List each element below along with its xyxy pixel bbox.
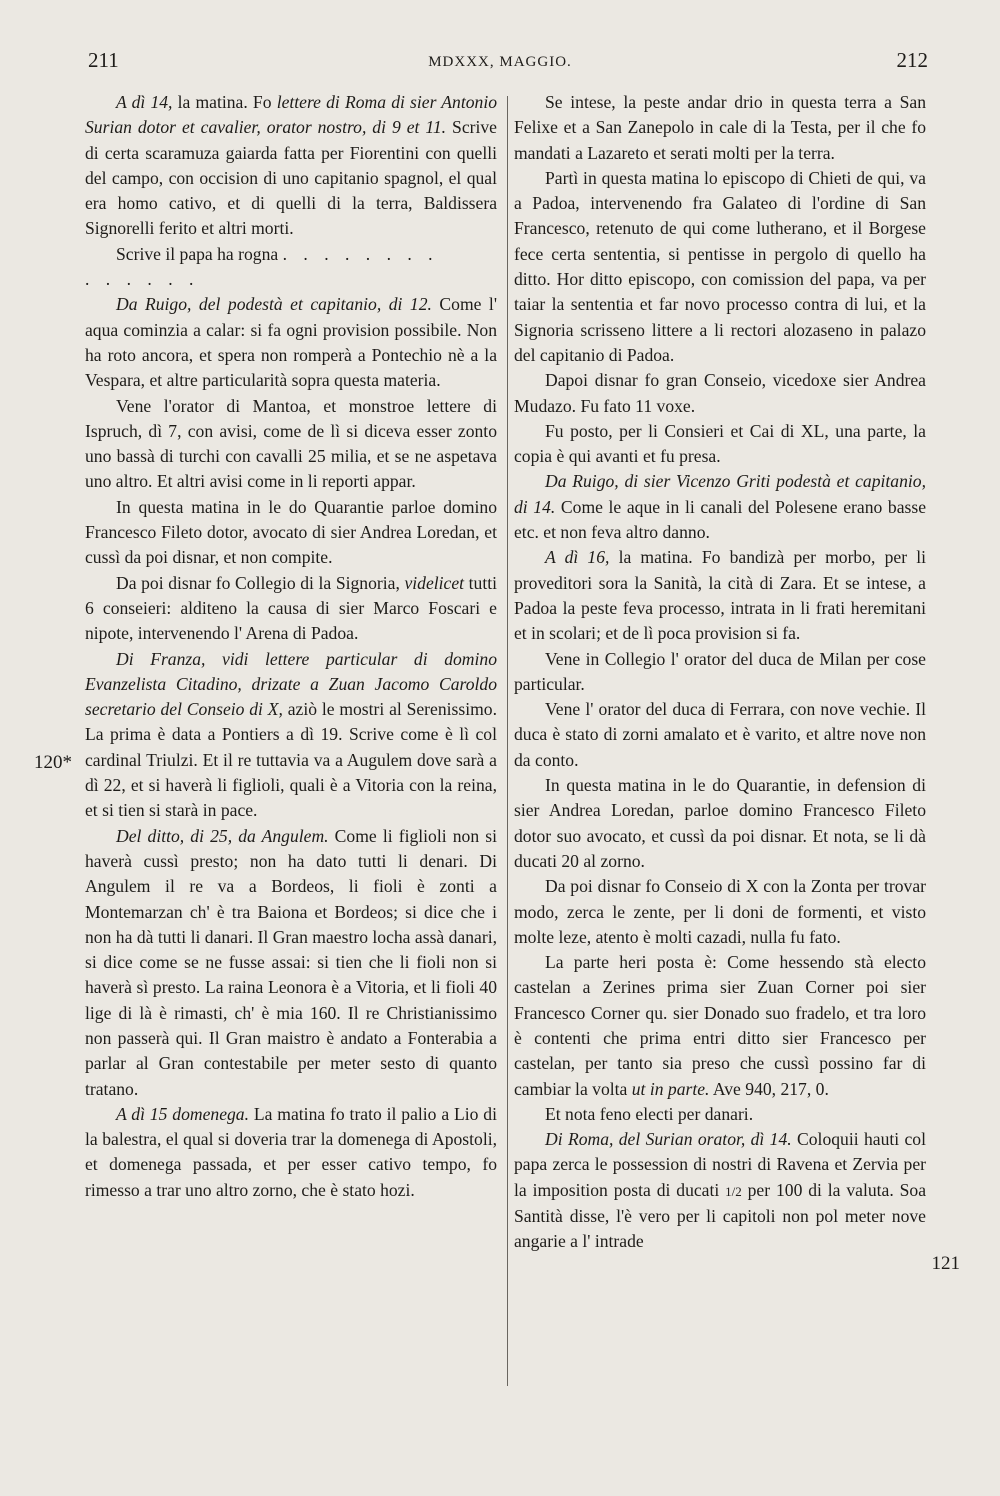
paragraph [514,950,926,1102]
paragraph [514,469,926,545]
text: Scrive di certa scaramuza gaiarda fatta per Fiorentini con quelli del campo, con occision di uno capitanio spagnol, el qual era homo cativo, et di quelli di la terra, Baldissera Signorelli ferito et altri morti. [85,117,497,239]
italic-text: ut in parte. [631,1078,710,1099]
text: tutti 6 conseieri: alditeno la causa di sier Marco Foscari e nipote, intervenendo l' Arena di Padoa. [85,572,497,644]
italic-text: A dì 14, [116,92,173,112]
text: Vene in Collegio l' orator del duca de Milan per cose particular. [514,648,926,694]
text: Dapoi disnar fo gran Conseio, vicedoxe sier Andrea Mudazo. Fu fato 11 voxe. [514,370,926,416]
right-page-number: 212 [896,48,928,72]
italic-text: Di Franza, vidi lettere particular di domino Evanzelista Citadino, drizate a Zuan Jacomo Caroldo secretario del Conseio di X, [85,648,497,720]
paragraph [85,1102,497,1203]
text: La matina fo trato il palio a Lio di la balestra, el qual si doveria trar la domenega di Apostoli, et domenega passada, et per esser cativo tempo, fo rimesso a trar uno altro zorno, che è stato hozi. [85,1103,497,1200]
text: la matina. Fo bandizà per morbo, per li proveditori sora la Sanità, la cità di Zara. Et se intese, a Padoa la peste feva processo, intrata in li frati heremitani et in scolari; et de lì poca provision si fa. [514,547,926,644]
text: Fu posto, per li Consieri et Cai di XL, una parte, la copia è qui avanti et fu presa. [514,420,926,467]
text: la matina. Fo [172,92,277,112]
paragraph [514,874,926,950]
italic-text: Del ditto, di 25, da Angulem. [116,825,329,846]
text: . . . . . . . . [282,243,439,264]
paragraph [514,166,926,368]
text: Vene l'orator di Mantoa, et monstroe lettere di Ispruch, dì 7, con avisi, come de lì si diceva esser zonto uno bassà di turchi con cavalli 25 milia, et se ne aspetava uno altro. Et altri avisi come in li reporti appar. [85,395,497,492]
paragraph [514,1127,926,1254]
italic-text: lettere di Roma di sier Antonio Surian dotor et cavalier, orator nostro, di 9 et 11. [85,92,498,138]
running-title: MDXXX, MAGGIO. [428,54,572,70]
text: Et nota feno electi per danari. [545,1103,754,1124]
text: Vene l' orator del duca di Ferrara, con nove vechie. Il duca è stato di zorni amalato et è varito, et altre nove non da conto. [514,699,926,770]
paragraph [514,773,926,874]
text: In questa matina in le do Quarantie, in defension di sier Andrea Loredan, parloe domino Francesco Fileto dotor suo avocato, et cussì da poi disnar. Et nota, se li dà ducati 20 al zorno. [514,775,926,871]
right-column [514,90,926,1255]
paragraph [514,1102,926,1127]
text: Ave 940, 217, 0. [709,1078,829,1099]
text: Da poi disnar fo Collegio di la Signoria, [116,572,405,593]
paragraph [514,697,926,773]
paragraph [85,90,497,242]
paragraph [85,292,497,393]
italic-text: A dì 15 domenega. [116,1103,250,1124]
text: Come li figlioli non si haverà cussì presto; non ha dato tutti li denari. Di Angulem il re va a Bordeos, li fioli è zonti a Montemarzan ch' è tra Baiona et Bordeos; si dice che i non ha dà tutti li danari. Il Gran maestro locha assà danari, si dice come se ne fusse assai: si tien che li fioli non si haverà sì presto. La raina Leonora è a Vitoria, et li fioli 40 lige di là è rimasti, ch' è mia 160. Il re Christianissimo non passerà qui. Il Gran maistro è andato a Fonterabia a parlar al Gran contestabile per meter sesto di quanto tratano. [85,825,497,1099]
paragraph [85,242,497,267]
italic-text: videlicet [404,572,465,593]
text: Scrive il papa ha rogna [116,243,283,264]
left-page-number: 211 [88,48,119,72]
text: aziò le mostri al Serenissimo. La prima è data a Pontiers a dì 19. Scrive come è lì col cardinal Triulzi. Et il re tuttavia va a Augulem dove sarà a dì 22, et si haverà li figlioli, quali è a Vitoria con la reina, et si tien si starà in pace. [85,699,497,821]
text: Da poi disnar fo Conseio di X con la Zonta per trovar modo, zerca le zente, per li doni de formenti, et visto molte leze, atento è molti cazadi, nulla fu fato. [514,876,926,947]
italic-text: Di Roma, del Surian orator, dì 14. [545,1129,792,1150]
paragraph [85,647,497,824]
margin-note-right: 121 [931,1253,960,1274]
paragraph [514,545,926,646]
paragraph [514,419,926,470]
paragraph [85,571,497,647]
paragraph [514,647,926,698]
text: La parte heri posta è: Come hessendo stà electo castelan a Zerines prima sier Zuan Corner poi sier Francesco Corner qu. sier Donado suo fradelo, et tra loro è contenti che prima entri ditto sier Francesco per castelan, per tanto sia preso che cussì possino far di cambiar la volta [514,952,926,1099]
text: Come le aque in li canali del Polesene erano basse etc. et non feva altro danno. [514,496,927,543]
text: . . . . . . [85,269,200,290]
italic-text: Da Ruigo, del podestà et capitanio, di 12. [116,294,432,315]
text: Partì in questa matina lo episcopo di Chieti de qui, va a Padoa, intervenendo fra Galateo di l'ordine di San Francesco, retenuto de qui come lutherano, et il Borgese fece certa sententia, si pentisse in pergolo di quello ha ditto. Hor ditto episcopo, con comission del papa, va per taiar la sententia et far novo processo contra di lui, et la Signoria scrisseno littere a li rectori alozaseno in palazo del capitanio di Padoa. [514,167,926,365]
paragraph [85,394,497,495]
text: 1/2 [725,1183,742,1199]
italic-text: A dì 16, [545,547,610,568]
italic-text: Da Ruigo, di sier Vicenzo Griti podestà et capitanio, di 14. [514,471,926,517]
margin-note-left: 120* [34,752,72,773]
left-column [85,90,497,1203]
paragraph [514,368,926,419]
paragraph [85,267,497,292]
text: Coloquii hauti col papa zerca le possession di nostri di Ravena et Zervia per la imposition posta di ducati [514,1129,926,1200]
text: per 100 di la valuta. Soa Santità disse, l'è vero per li capitoli non pol meter nove angarie a l' intrade [514,1179,927,1252]
paragraph [85,824,497,1102]
text: In questa matina in le do Quarantie parloe domino Francesco Fileto dotor, avocato di sier Andrea Loredan, et cussì da poi disnar, et non compite. [85,496,497,568]
column-divider [507,96,508,1386]
paragraph [85,495,497,571]
text: Se intese, la peste andar drio in questa terra a San Felixe et a San Zanepolo in cale di la Testa, per il che fo mandati a Lazareto et serati molti per la terra. [514,92,926,163]
paragraph [514,90,926,166]
text: Come l' aqua cominzia a calar: si fa ogni provision possibile. Non ha roto ancora, et spera non romperà a Pontechio nè a la Vespara, et altre particularità sopra questa materia. [85,294,497,391]
